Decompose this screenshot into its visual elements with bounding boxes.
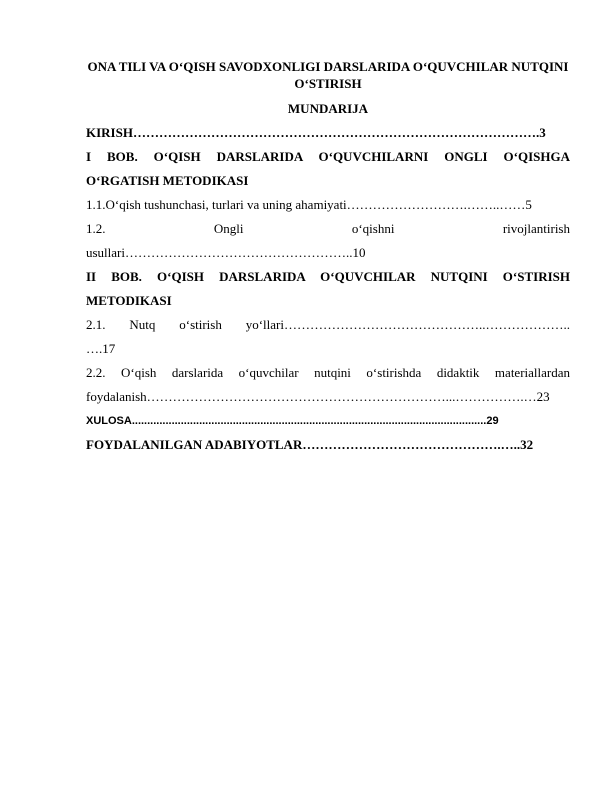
contents-heading: MUNDARIJA xyxy=(287,101,369,116)
toc-entry-section-1-2 xyxy=(86,217,570,241)
toc-entry-references: FOYDALANILGAN ADABIYOTLAR……………………………………….…..32 xyxy=(86,437,534,452)
toc-word: Ongli xyxy=(213,221,244,236)
document-page xyxy=(86,58,570,457)
toc-entry-section-2-2: 2.2. O‘qish darslarida o‘quvchilar nutqini o‘stirishda didaktik materiallardan xyxy=(86,365,570,380)
toc-entry-chapter1: I BOB. O‘QISH DARSLARIDA O‘QUVCHILARNI ONGLI O‘QISHGA xyxy=(86,149,570,164)
toc-entry-section-2-1-cont: ….17 xyxy=(86,341,116,356)
toc-entry-section-2-2-cont: foydalanish……………………………………………………………...…………….…23 xyxy=(86,389,550,404)
toc-entry-intro: KIRISH………………………………………………………………………………….3 xyxy=(86,125,546,140)
toc-entry-chapter1-cont: O‘RGATISH METODIKASI xyxy=(86,173,249,188)
toc-entry-conclusion: XULOSA....................................................................................................................29 xyxy=(86,415,499,427)
toc-entry-section-1-1: 1.1.O‘qish tushunchasi, turlari va uning ahamiyati……………………….……..……5 xyxy=(86,197,532,212)
toc-word: o‘qishni xyxy=(351,221,395,236)
document-title: ONA TILI VA O‘QISH SAVODXONLIGI DARSLARIDA O‘QUVCHILAR NUTQINI O‘STIRISH xyxy=(87,59,569,91)
toc-entry-chapter2: II BOB. O‘QISH DARSLARIDA O‘QUVCHILAR NUTQINI O‘STIRISH xyxy=(86,269,570,284)
toc-entry-chapter2-cont: METODIKASI xyxy=(86,293,172,308)
toc-entry-section-2-1: 2.1. Nutq o‘stirish yo‘llari………………………………………..……………….. xyxy=(86,317,570,332)
toc-word: 1.2. xyxy=(86,221,106,236)
toc-word: rivojlantirish xyxy=(502,221,570,236)
toc-entry-section-1-2-cont: usullari……………………………………………..10 xyxy=(86,245,366,260)
